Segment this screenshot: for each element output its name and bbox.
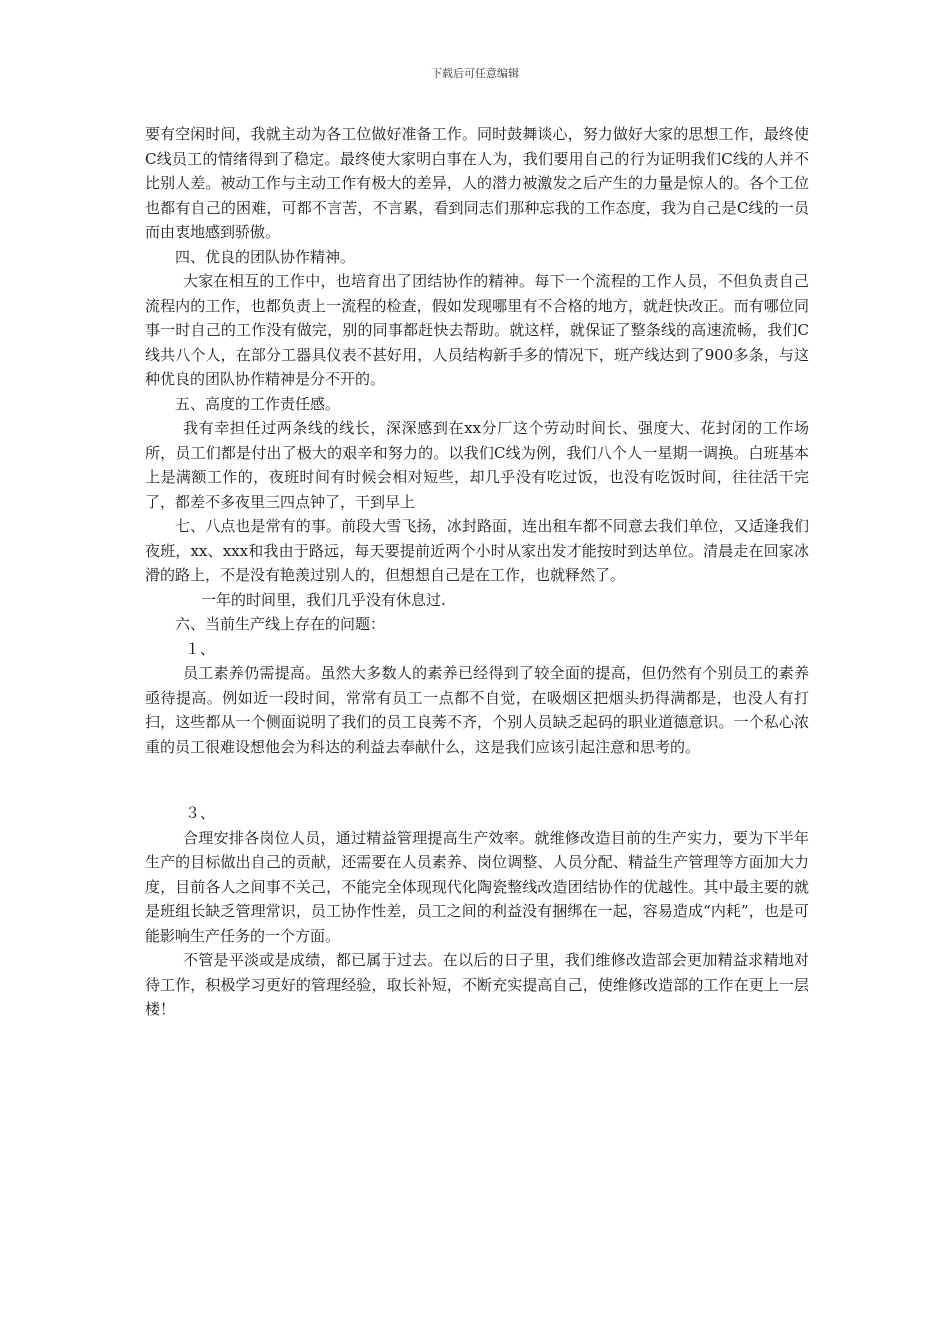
paragraph-responsibility: 我有幸担任过两条线的线长，深深感到在xx分厂这个劳动时间长、强度大、花封闭的工作场所，员工们都是付出了极大的艰辛和努力的。以我们C线为例，我们八个人一星期一调换。白班基本上是满额工作的，夜班时间有时候会相对短些，却几乎没有吃过饭，也没有吃饭时间，往往活干完了，都差不多夜里三四点钟了，干到早上 <box>145 419 809 511</box>
page-header-note: 下载后可任意编辑 <box>431 67 519 80</box>
section-heading-problems: 六、当前生产线上存在的问题： <box>175 615 386 633</box>
paragraph-teamwork: 大家在相互的工作中，也培育出了团结协作的精神。每下一个流程的工作人员，不但负责自己流程内的工作，也都负责上一流程的检查，假如发现哪里有不合格的地方，就赶快改正。而有哪位同事一时自己的工作没有做完，别的同事都赶快去帮助。就这样，就保证了整条线的高速流畅，我们C线共八个人，在部分工器具仪表不甚好用，人员结构新手多的情况下，班产线达到了900多条，与这种优良的团队协作精神是分不开的。 <box>145 272 809 388</box>
blank-gap <box>145 759 809 801</box>
paragraph-staff-quality: 员工素养仍需提高。虽然大多数人的素养已经得到了较全面的提高，但仍然有个别员工的素养亟待提高。例如近一段时间，常常有员工一点都不自觉，在吸烟区把烟头扔得满都是，也没人有打扫，这些都从一个侧面说明了我们的员工良莠不齐，个别人员缺乏起码的职业道德意识。一个私心浓重的员工很难设想他会为科达的利益去奉献什么，这是我们应该引起注意和思考的。 <box>145 664 809 756</box>
paragraph-thought-work: 要有空闲时间，我就主动为各工位做好准备工作。同时鼓舞谈心，努力做好大家的思想工作，最终使C线员工的情绪得到了稳定。最终使大家明白事在人为，我们要用自己的行为证明我们C线的人并不比别人差。被动工作与主动工作有极大的差异，人的潜力被激发之后产生的力量是惊人的。各个工位也都有自己的困难，可都不言苦，不言累，看到同志们那种忘我的工作态度，我为自己是C线的一员而由衷地感到骄傲。 <box>145 125 809 241</box>
paragraph-night-shift: 七、八点也是常有的事。前段大雪飞扬，冰封路面，连出租车都不同意去我们单位，又适逢我们夜班，xx、xxx和我由于路远，每天要提前近两个小时从家出发才能按时到达单位。清晨走在回家冰滑的路上，不是没有艳羡过别人的，但想想自己是在工作，也就释然了。 <box>145 517 809 584</box>
section-heading-responsibility: 五、高度的工作责任感。 <box>175 394 341 413</box>
paragraph-no-rest: 一年的时间里，我们几乎没有休息过. <box>201 590 446 609</box>
list-number-3: ３、 <box>185 804 216 822</box>
document-body <box>145 122 809 1022</box>
list-number-1: １、 <box>185 639 216 658</box>
section-heading-teamwork: 四、优良的团队协作精神。 <box>175 247 356 266</box>
paragraph-conclusion: 不管是平淡或是成绩，都已属于过去。在以后的日子里，我们维修改造部会更加精益求精地对待工作，积极学习更好的管理经验，取长补短，不断充实提高自己，使维修改造部的工作在更上一层楼！ <box>145 951 809 1018</box>
paragraph-staff-arrangement: 合理安排各岗位人员，通过精益管理提高生产效率。就维修改造目前的生产实力，要为下半年生产的目标做出自己的贡献，还需要在人员素养、岗位调整、人员分配、精益生产管理等方面加大力度，目前各人之间事不关己，不能完全体现现代化陶瓷整线改造团结协作的优越性。其中最主要的就是班组长缺乏管理常识，员工协作性差，员工之间的利益没有捆绑在一起，容易造成“内耗”，也是可能影响生产任务的一个方面。 <box>145 828 809 945</box>
